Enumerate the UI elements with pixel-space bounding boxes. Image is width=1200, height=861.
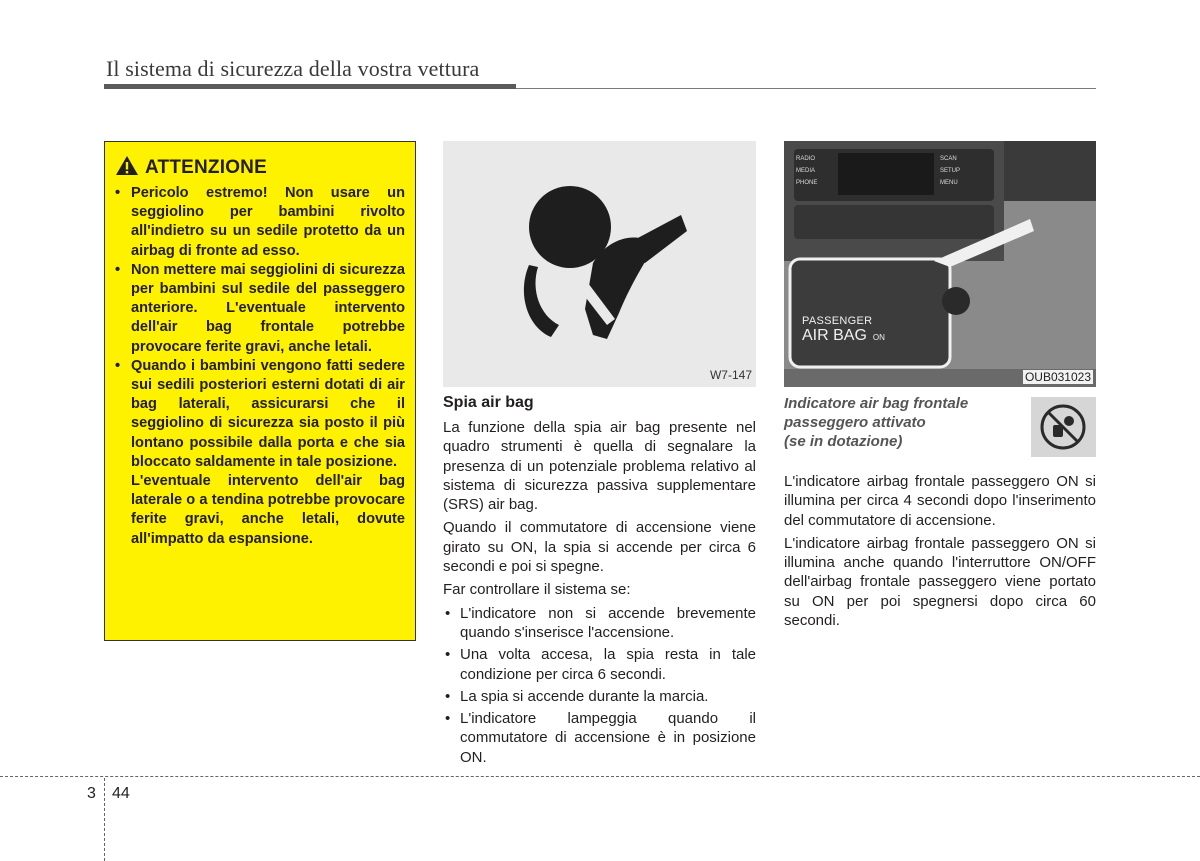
warning-item: • Non mettere mai seggiolini di sicurezza per bambini sul sedile del passeggero anteriore. L'eventuale intervento dell'air bag frontale potrebbe provocare ferite gravi, anche letali. [115,261,405,355]
figure-code: OUB031023 [1024,370,1091,384]
paragraph: La funzione della spia air bag presente nel quadro strumenti è quella di segnalare la presenza di un potenziale problema relativo al sistema di sicurezza passiva supplementare (SRS) air bag. [443,419,756,514]
paragraph: L'indicatore airbag frontale passeggero ON si illumina anche quando l'interruttore ON/OFF dell'airbag frontale passeggero viene portato su ON per poi spegnersi dopo circa 60 secondi. [784,534,1096,630]
list-item: • La spia si accende durante la marcia. [445,687,709,705]
radio-button-labels-right: SCAN SETUP MENU [940,156,961,186]
warning-sub-paragraph: L'eventuale intervento dell'air bag laterale o a tendina potrebbe provocare ferite gravi, anche letali, dovute all'impatto da espansione. [131,473,405,547]
warning-header [115,155,405,181]
footer-vertical-rule [104,778,105,861]
passenger-airbag-off-icon [1031,397,1096,457]
page-header-title: Il sistema di sicurezza della vostra vettura [106,56,480,81]
chapter-number: 3 [87,785,96,802]
paragraph: Quando il commutatore di accensione viene girato su ON, la spia si accende per circa 6 secondi e poi si spegne. [443,519,756,576]
footer-rule [0,776,1200,777]
figure-code: W7-147 [709,368,752,382]
list-item: • L'indicatore non si accende brevemente quando s'inserisce l'accensione. [445,604,756,641]
airbag-symbol-icon [443,141,756,387]
list-item: • L'indicatore lampeggia quando il commutatore di accensione è in posizione ON. [445,710,756,766]
header-rule-thick [104,84,516,89]
warning-item: • Pericolo estremo! Non usare un seggiolino per bambini rivolto all'indietro su un sedile protetto da un airbag di fronte ad esso. [115,185,405,259]
warning-item: • Quando i bambini vengono fatti sedere sui sedili posteriori esterni dotati di air bag laterali, assicurarsi che il seggiolino di sicurezza sia posto il più lontano possibile dalla porta e che sia bloccato saldamente in tale posizione. [115,357,405,470]
list-item: • Una volta accesa, la spia resta in tale condizione per circa 6 secondi. [445,646,756,683]
figure-caption: Indicatore air bag frontale passeggero attivato (se in dotazione) [784,395,969,450]
paragraph: Far controllare il sistema se: [443,581,631,599]
warning-triangle-icon [115,155,139,181]
page-number: 44 [112,785,130,802]
airbag-lamp-figure [443,141,756,387]
warning-box [104,141,416,641]
paragraph: L'indicatore airbag frontale passeggero ON si illumina per circa 4 secondi dopo l'inserimento del commutatore di accensione. [784,473,1096,529]
warning-title: ATTENZIONE [145,157,267,178]
passenger-airbag-panel: PASSENGER AIR BAG ON [802,315,885,344]
dashboard-photo [784,141,1096,387]
radio-button-labels: RADIO MEDIA PHONE [796,156,818,186]
airbag-lamp-section [443,394,756,770]
header-rule-thin [516,88,1096,89]
section-title: Spia air bag [443,394,534,411]
check-list [443,604,756,767]
indicator-section [784,472,1096,634]
